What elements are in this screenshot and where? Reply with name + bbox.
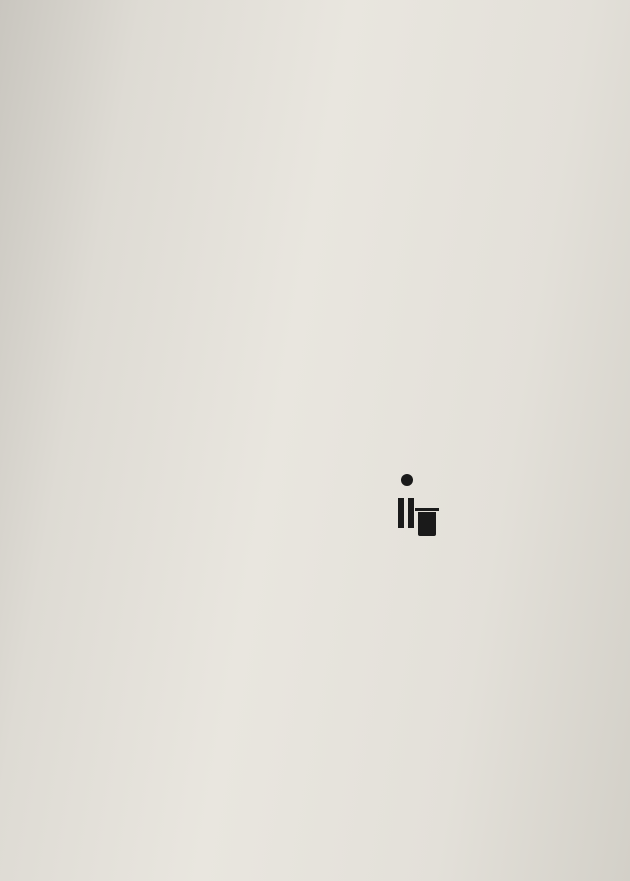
parking-notice bbox=[308, 583, 630, 633]
recycle-icon bbox=[398, 468, 420, 538]
recycle-cans-sign bbox=[398, 466, 508, 538]
bin-lid-icon bbox=[415, 508, 439, 511]
rotated-questions-block bbox=[30, 47, 585, 120]
bin-icon bbox=[418, 512, 436, 536]
edge-fragments bbox=[603, 0, 630, 150]
